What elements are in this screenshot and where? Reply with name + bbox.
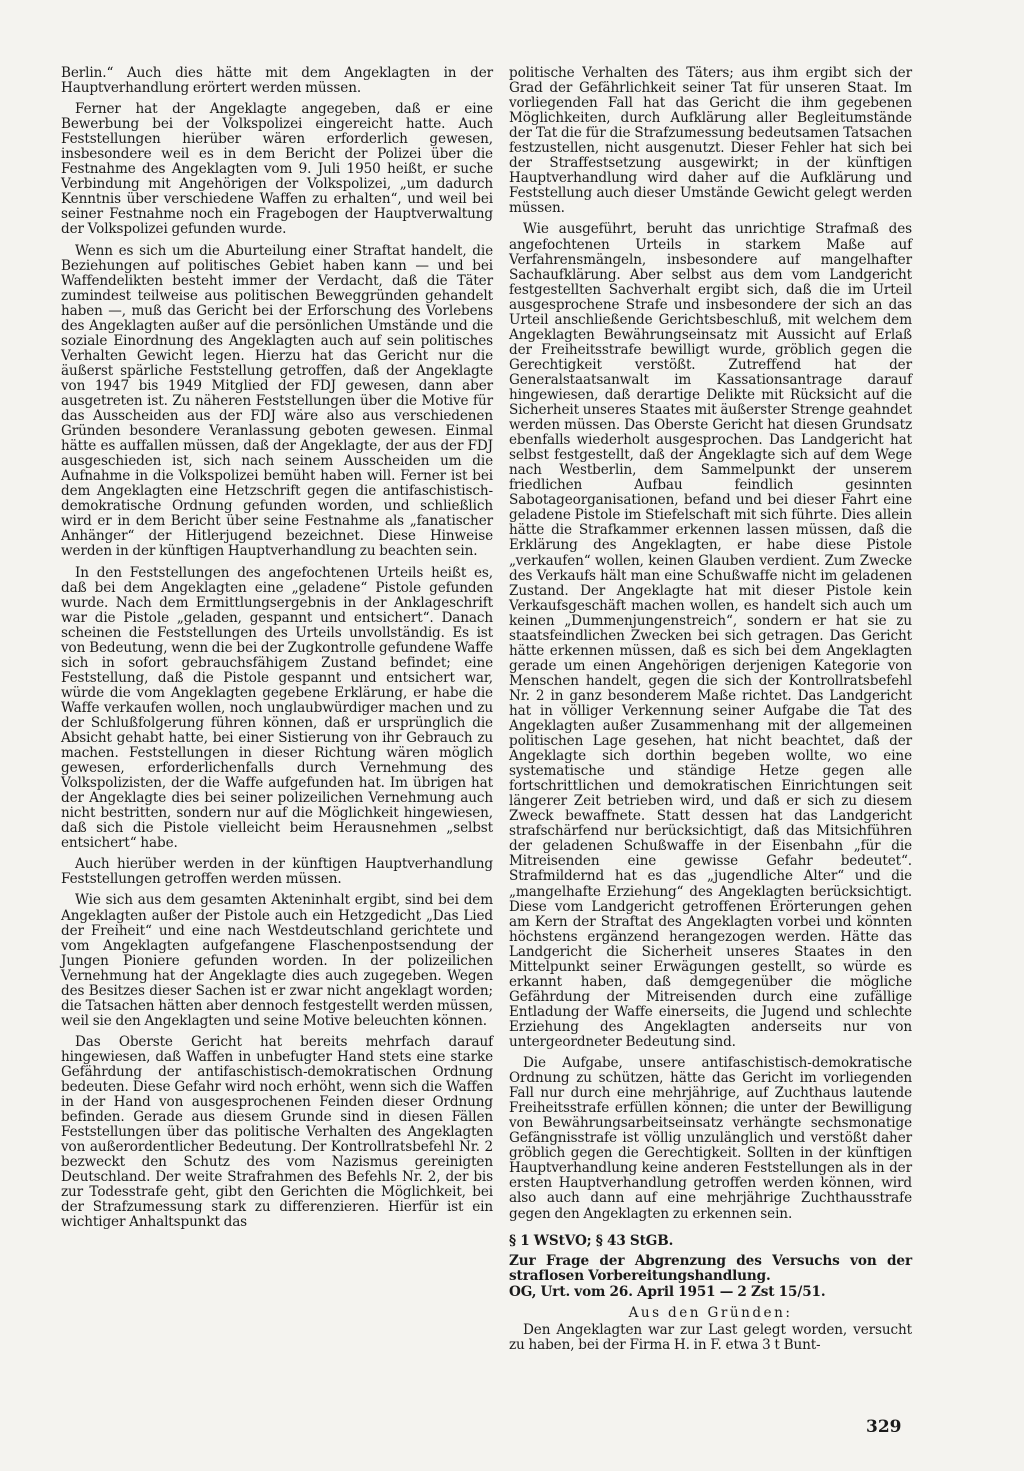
right-column bbox=[509, 66, 912, 1359]
left-column bbox=[61, 66, 493, 1237]
reasons-label: Aus den Gründen: bbox=[628, 1304, 793, 1321]
paragraph: Ferner hat der Angeklagte angegeben, daß er eine Bewerbung bei der Volkspolizei eingereicht hatte. Auch Feststellungen hierüber wären erforderlich gewesen, insbesondere weil es in dem Bericht der Polizei über die Festnahme des Angeklagten vom 9. Juli 1950 heißt, er suche Verbindung mit Angehörigen der Volkspolizei, „um dadurch Kenntnis über verschiedene Waffen zu erhalten“, und weil bei seiner Festnahme noch ein Fragebogen der Hauptverwaltung der Volkspolizei gefunden wurde. bbox=[61, 101, 493, 238]
paragraph: Berlin.“ Auch dies hätte mit dem Angeklagten in der Hauptverhandlung erörtert werden müssen. bbox=[61, 65, 493, 97]
paragraph: politische Verhalten des Täters; aus ihm ergibt sich der Grad der Gefährlichkeit seiner Tat für unseren Staat. Im vorliegenden Fall hat das Gericht die ihm gegebenen Möglichkeiten, durch Aufklärung aller Begleitumstände der Tat die für die Strafzumessung bedeutsamen Tatsachen festzustellen, nicht ausgenutzt. Dieser Fehler hat sich bei der Straffestsetzung ausgewirkt; in der künftigen Hauptverhandlung wird daher auf die Aufklärung und Feststellung auch dieser Umstände Gewicht gelegt werden müssen. bbox=[509, 65, 912, 217]
paragraph: In den Feststellungen des angefochtenen Urteils heißt es, daß bei dem Angeklagten eine „geladene“ Pistole gefunden wurde. Nach dem Ermittlungsergebnis in der Anklageschrift war die Pistole „geladen, gespannt und entsichert“. Danach scheinen die Feststellungen des Urteils unvollständig. Es ist von Bedeutung, wenn die bei der Zugkontrolle gefundene Waffe sich in sofort gebrauchsfähigem Zustand befindet; eine Feststellung, daß die Pistole gespannt und entsichert war, würde die vom Angeklagten gegebene Erklärung, er habe die Waffe verkaufen wollen, noch unglaubwürdiger machen und zu der Schlußfolgerung führen können, daß er ursprünglich die Absicht gehabt hatte, bei einer Sistierung von ihr Gebrauch zu machen. Feststellungen in dieser Richtung wären möglich gewesen, erforderlichenfalls durch Vernehmung des Volkspolizisten, der die Waffe aufgefunden hat. Im übrigen hat der Angeklagte dies bei seiner polizeilichen Vernehmung auch nicht bestritten, sondern nur auf die Möglichkeit hingewiesen, daß sich die Pistole vielleicht beim Herausnehmen „selbst entsichert“ habe. bbox=[61, 564, 493, 852]
court-reference: OG, Urt. vom 26. April 1951 — 2 Zst 15/51. bbox=[509, 1283, 826, 1300]
paragraph: Wenn es sich um die Aburteilung einer Straftat handelt, die Beziehungen auf politisches Gebiet haben kann — und bei Waffendelikten besteht immer der Verdacht, daß die Täter zumindest teilweise aus politischen Beweggründen gehandelt haben —, muß das Gericht bei der Erforschung des Vorlebens des Angeklagten außer auf die persönlichen Umstände und die soziale Einordnung des Angeklagten auch auf sein politisches Verhalten Gewicht legen. Hierzu hat das Gericht nur die äußerst spärliche Feststellung getroffen, daß der Angeklagte von 1947 bis 1949 Mitglied der FDJ gewesen, dann aber ausgetreten ist. Zu näheren Feststellungen über die Motive für das Ausscheiden aus der FDJ wäre also aus verschiedenen Gründen besondere Veranlassung geboten gewesen. Einmal hätte es auffallen müssen, daß der Angeklagte, der aus der FDJ ausgeschieden ist, sich nach seinem Ausscheiden um die Aufnahme in die Volkspolizei bemüht haben will. Ferner ist bei dem Angeklagten eine Hetzschrift gegen die antifaschistisch-demokratische Ordnung gefunden worden, und schließlich wird er in dem Bericht über seine Festnahme als „fanatischer Anhänger“ der Hitlerjugend bezeichnet. Diese Hinweise werden in der künftigen Hauptverhandlung zu beachten sein. bbox=[61, 242, 493, 560]
section-heading: § 1 WStVO; § 43 StGB. bbox=[509, 1232, 674, 1249]
paragraph: Den Angeklagten war zur Last gelegt worden, versucht zu haben, bei der Firma H. in F. etwa 3 t Bunt- bbox=[509, 1321, 912, 1353]
section-title: Zur Frage der Abgrenzung des Versuchs von der straflosen Vorbereitungshandlung. bbox=[509, 1252, 912, 1284]
paragraph: Wie sich aus dem gesamten Akteninhalt ergibt, sind bei dem Angeklagten außer der Pistole auch ein Hetzgedicht „Das Lied der Freiheit“ und eine nach Westdeutschland gerichtete und vom Angeklagten aufgefangene Flaschenpostsendung der Jungen Pioniere gefunden worden. In der polizeilichen Vernehmung hat der Angeklagte dies auch zugegeben. Wegen des Besitzes dieser Sachen ist er zwar nicht angeklagt worden; die Tatsachen hätten aber dennoch festgestellt werden müssen, weil sie den Angeklagten und seine Motive beleuchten können. bbox=[61, 892, 493, 1029]
paragraph: Die Aufgabe, unsere antifaschistisch-demokratische Ordnung zu schützen, hätte das Gericht im vorliegenden Fall nur durch eine mehrjährige, auf Zuchthaus lautende Freiheitsstrafe erfüllen können; die unter der Bewilligung von Bewährungsarbeitseinsatz verhängte sechsmonatige Gefängnisstrafe ist völlig unzulänglich und verstößt daher gröblich gegen die Gerechtigkeit. Sollten in der künftigen Hauptverhandlung keine anderen Feststellungen als in der ersten Hauptverhandlung getroffen werden können, wird also auch dann auf eine mehrjährige Zuchthausstrafe gegen den Angeklagten zu erkennen sein. bbox=[509, 1055, 912, 1222]
paragraph: Wie ausgeführt, beruht das unrichtige Strafmaß des angefochtenen Urteils in starkem Maße auf Verfahrensmängeln, insbesondere auf mangelhafter Sachaufklärung. Aber selbst aus dem vom Landgericht festgestellten Sachverhalt ergibt sich, daß die im Urteil ausgesprochene Strafe und insbesondere der sich an das Urteil anschließende Gerichtsbeschluß, mit welchem dem Angeklagten Bewährungseinsatz mit Aussicht auf Erlaß der Freiheitsstrafe bewilligt wurde, gröblich gegen die Gerechtigkeit verstößt. Zutreffend hat der Generalstaatsanwalt im Kassationsantrage darauf hingewiesen, daß derartige Delikte mit Rücksicht auf die Sicherheit unseres Staates mit äußerster Strenge geahndet werden müssen. Das Oberste Gericht hat diesen Grundsatz ebenfalls wiederholt ausgesprochen. Das Landgericht hat selbst festgestellt, daß der Angeklagte sich auf dem Wege nach Westberlin, dem Sammelpunkt der unserem friedlichen Aufbau feindlich gesinnten Sabotageorganisationen, befand und bei dieser Fahrt eine geladene Pistole im Stiefelschaft mit sich führte. Dies allein hätte die Strafkammer erkennen lassen müssen, daß die Erklärung des Angeklagten, er habe diese Pistole „verkaufen“ wollen, keinen Glauben verdient. Zum Zwecke des Verkaufs hält man eine Schußwaffe nicht im geladenen Zustand. Der Angeklagte hat mit dieser Pistole kein Verkaufsgeschäft machen wollen, es handelt sich auch um keinen „Dummenjungenstreich“, sondern er hat sie zu staatsfeindlichen Zwecken bei sich getragen. Das Gericht hätte erkennen müssen, daß es sich bei dem Angeklagten gerade um einen Angehörigen derjenigen Kategorie von Menschen handelt, gegen die sich der Kontrollratsbefehl Nr. 2 in ganz besonderem Maße richtet. Das Landgericht hat in völliger Verkennung seiner Aufgabe die Tat des Angeklagten außer Zusammenhang mit der allgemeinen politischen Lage gesehen, hat nicht beachtet, daß der Angeklagte sich dorthin begeben wollte, wo eine systematische und ständige Hetze gegen alle fortschrittlichen und demokratischen Einrichtungen seit längerer Zeit betrieben wird, und daß er sich zu diesem Zweck bewaffnete. Statt dessen hat das Landgericht strafschärfend nur berücksichtigt, daß das Mitsichführen der geladenen Schußwaffe in der Eisenbahn „für die Mitreisenden eine gewisse Gefahr bedeutet“. Strafmildernd hat es das „jugendliche Alter“ und die „mangelhafte Erziehung“ des Angeklagten berücksichtigt. Diese vom Landgericht getroffenen Erörterungen gehen am Kern der Straftat des Angeklagten vorbei und könnten höchstens ergänzend herangezogen werden. Hätte das Landgericht die Sicherheit unseres Staates in den Mittelpunkt seiner Erwägungen gestellt, so würde es erkannt haben, daß demgegenüber die mögliche Gefährdung der Mitreisenden durch eine zufällige Entladung der Waffe einerseits, die Jugend und schlechte Erziehung des Angeklagten anderseits nur von untergeordneter Bedeutung sind. bbox=[509, 221, 912, 1050]
paragraph: Das Oberste Gericht hat bereits mehrfach darauf hingewiesen, daß Waffen in unbefugter Hand stets eine starke Gefährdung der antifaschistisch-demokratischen Ordnung bedeuten. Diese Gefahr wird noch erhöht, wenn sich die Waffen in der Hand von ausgesprochenen Feinden dieser Ordnung befinden. Gerade aus diesem Grunde sind in diesen Fällen Feststellungen über das politische Verhalten des Angeklagten von außerordentlicher Bedeutung. Der Kontrollratsbefehl Nr. 2 bezweckt den Schutz des vom Nazismus gereinigten Deutschland. Der weite Strafrahmen des Befehls Nr. 2, der bis zur Todesstrafe geht, gibt den Gerichten die Möglichkeit, bei der Strafzumessung stark zu differenzieren. Hierfür ist ein wichtiger Anhaltspunkt das bbox=[61, 1033, 493, 1231]
paragraph: Auch hierüber werden in der künftigen Hauptverhandlung Feststellungen getroffen werden müssen. bbox=[61, 856, 493, 888]
page-number: 329 bbox=[866, 1417, 902, 1437]
